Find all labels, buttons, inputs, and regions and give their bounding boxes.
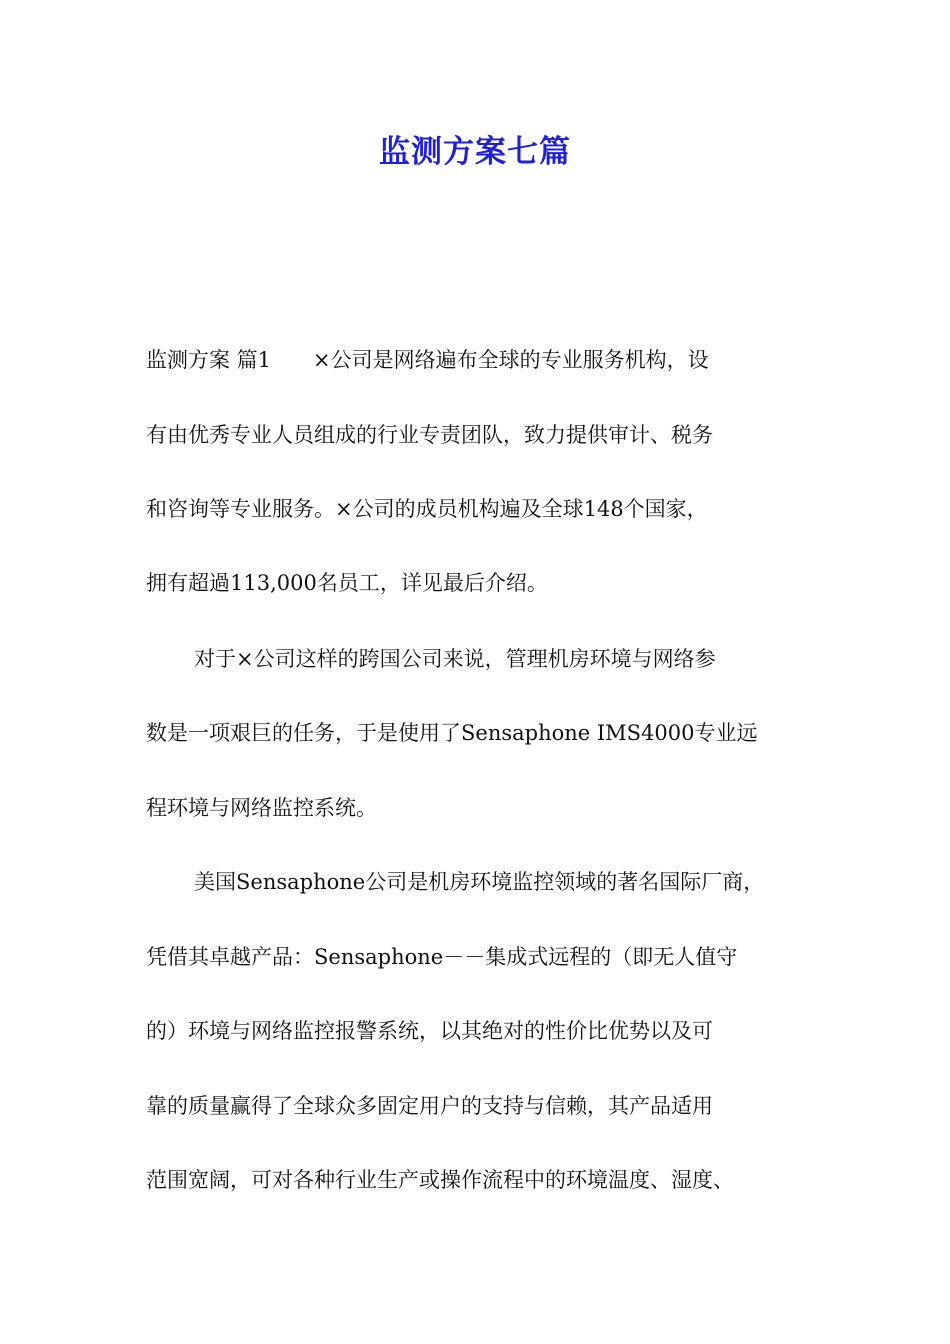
paragraph-line: 监测方案 篇1 ×公司是网络遍布全球的专业服务机构，设 <box>146 348 709 372</box>
paragraph-line: 有由优秀专业人员组成的行业专责团队，致力提供审计、税务 <box>146 423 713 447</box>
paragraph-line: 范围宽阔，可对各种行业生产或操作流程中的环境温度、湿度、 <box>146 1168 734 1192</box>
paragraph-line: 对于×公司这样的跨国公司来说，管理机房环境与网络参 <box>194 647 716 671</box>
paragraph-line: 拥有超過113,000名员工，详见最后介绍。 <box>146 571 548 595</box>
paragraph-line: 数是一项艰巨的任务，于是使用了Sensaphone IMS4000专业远 <box>146 721 758 745</box>
paragraph-line: 的）环境与网络监控报警系统，以其绝对的性价比优势以及可 <box>146 1019 713 1043</box>
paragraph-line: 美国Sensaphone公司是机房环境监控领域的著名国际厂商， <box>194 870 765 894</box>
document-title: 监测方案七篇 <box>379 134 571 170</box>
paragraph-line: 凭借其卓越产品：Sensaphone－－集成式远程的（即无人值守 <box>146 945 738 969</box>
paragraph-line: 靠的质量赢得了全球众多固定用户的支持与信赖，其产品适用 <box>146 1094 713 1118</box>
paragraph-line: 和咨询等专业服务。×公司的成员机构遍及全球148个国家， <box>146 497 708 521</box>
paragraph-line: 程环境与网络监控系统。 <box>146 796 377 820</box>
